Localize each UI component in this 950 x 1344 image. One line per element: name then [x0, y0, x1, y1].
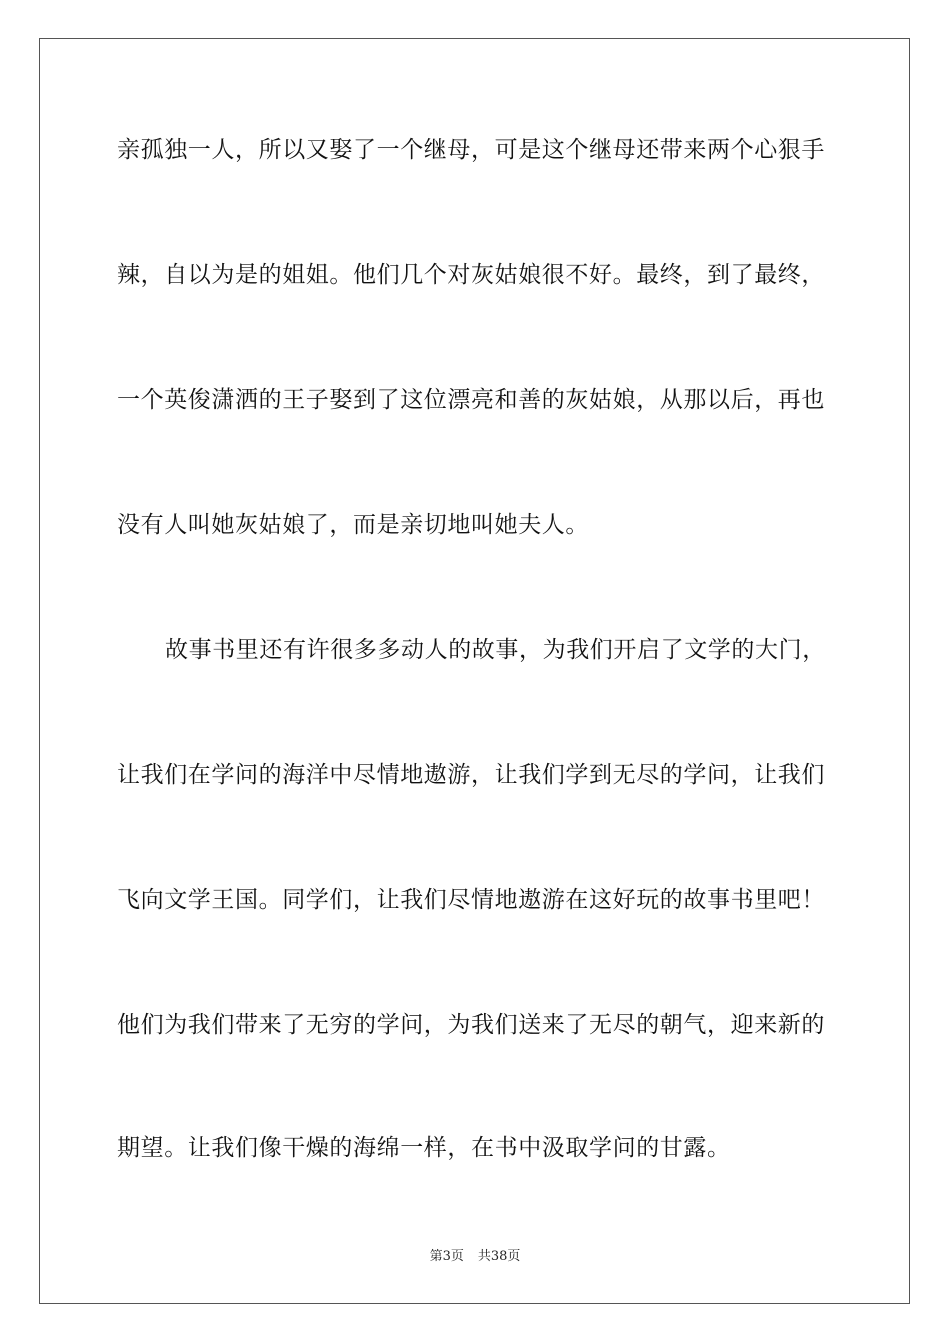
page-border [39, 38, 910, 1304]
page-footer [0, 1248, 950, 1266]
text-line: 他们为我们带来了无穷的学问，为我们送来了无尽的朝气，迎来新的 [117, 1012, 825, 1038]
text-line: 让我们在学问的海洋中尽情地遨游，让我们学到无尽的学问，让我们 [117, 762, 825, 788]
page-number: 第3页 [429, 1249, 464, 1264]
text-line: 飞向文学王国。同学们，让我们尽情地遨游在这好玩的故事书里吧！ [117, 887, 825, 913]
text-line-indented: 故事书里还有许很多多动人的故事，为我们开启了文学的大门， [165, 637, 826, 663]
page-total: 共38页 [477, 1249, 521, 1264]
text-line: 辣，自以为是的姐姐。他们几个对灰姑娘很不好。最终，到了最终， [117, 262, 825, 288]
text-line: 一个英俊潇洒的王子娶到了这位漂亮和善的灰姑娘，从那以后，再也 [117, 387, 825, 413]
text-line: 亲孤独一人，所以又娶了一个继母，可是这个继母还带来两个心狠手 [117, 137, 825, 163]
text-line: 没有人叫她灰姑娘了，而是亲切地叫她夫人。 [117, 512, 589, 538]
text-line: 期望。让我们像干燥的海绵一样，在书中汲取学问的甘露。 [117, 1135, 731, 1161]
